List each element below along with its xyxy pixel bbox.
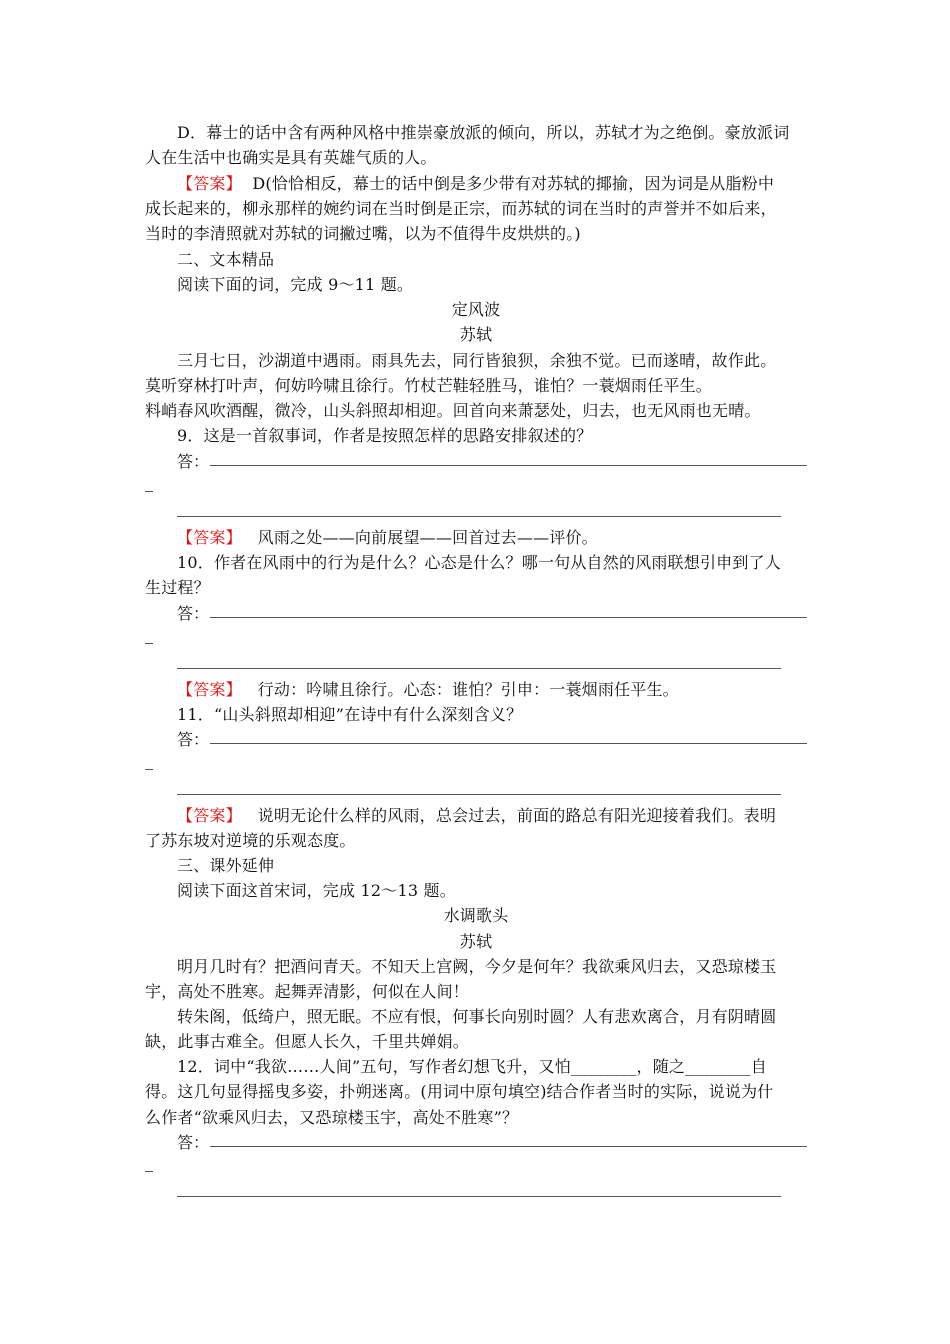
option-d-line-2: 人在生活中也确实是具有英雄气质的人。 [145,148,437,167]
answer-10-text: 行动：吟啸且徐行。心态：谁怕？引申：一蓑烟雨任平生。 [257,680,679,699]
poem-1-author: 苏轼 [459,325,493,344]
answer-dash-10 [145,643,153,644]
answer-line-11b[interactable] [177,794,781,795]
question-9: 9．这是一首叙事词，作者是按照怎样的思路安排叙述的？ [177,426,593,445]
answer-9 [177,528,807,548]
question-12-line-3: 么作者“欲乘风归去，又恐琼楼玉宇，高处不胜寒”？ [145,1108,519,1127]
poem-1-stanza-1: 莫听穿林打叶声，何妨吟啸且徐行。竹杖芒鞋轻胜马，谁怕？一蓑烟雨任平生。 [145,376,713,395]
answer-11-line-2: 了苏东坡对逆境的乐观态度。 [145,831,356,850]
answer-tag: 【答案】 [177,528,242,547]
poem-2-stanza-1-line-1: 明月几时有？把酒问青天。不知天上宫阙，今夕是何年？我欲乘风归去，又恐琼楼玉 [177,957,777,976]
answer-label-11: 答： [177,730,210,749]
answer-tag: 【答案】 [177,806,242,825]
answer-label-9: 答： [177,452,210,471]
answer-tag: 【答案】 [177,680,242,699]
poem-2-title: 水调歌头 [443,906,509,925]
answer-8-line-1 [177,174,807,194]
reading-instruction-1: 阅读下面的词，完成 9～11 题。 [177,275,414,294]
answer-8-line-3: 当时的李清照就对苏轼的词撇过嘴，以为不值得牛皮烘烘的。) [145,224,581,243]
question-10-line-2: 生过程？ [145,578,210,597]
option-d-line-1: D．幕士的话中含有两种风格中推崇豪放派的倾向，所以，苏轼才为之绝倒。豪放派词 [177,123,790,142]
answer-dash-11 [145,769,153,770]
poem-1-stanza-2: 料峭春风吹酒醒，微冷，山头斜照却相迎。回首向来萧瑟处，归去，也无风雨也无晴。 [145,401,761,420]
poem-2-stanza-1-line-2: 宇，高处不胜寒。起舞弄清影，何似在人间！ [145,982,470,1001]
answer-line-10b[interactable] [177,668,781,669]
section-heading-3: 三、课外延伸 [177,856,275,875]
question-12-line-2: 得。这几句显得摇曳多姿，扑朔迷离。(用词中原句填空)结合作者当时的实际，说说为什 [145,1082,774,1101]
poem-2-stanza-2-line-1: 转朱阁，低绮户，照无眠。不应有恨，何事长向别时圆？人有悲欢离合，月有阴晴圆 [177,1007,777,1026]
answer-9-text: 风雨之处——向前展望——回首过去——评价。 [257,528,598,547]
answer-line-12a[interactable] [210,1146,807,1147]
question-11: 11．“山头斜照却相迎”在诗中有什么深刻含义？ [177,705,523,724]
answer-line-11a[interactable] [210,743,807,744]
answer-10 [177,680,807,700]
poem-2-stanza-2-line-2: 缺，此事古难全。但愿人长久，千里共婵娟。 [145,1032,470,1051]
answer-8-line-2: 成长起来的，柳永那样的婉约词在当时倒是正宗，而苏轼的词在当时的声誉并不如后来， [145,199,777,218]
answer-line-10a[interactable] [210,617,807,618]
answer-label-10: 答： [177,604,210,623]
answer-label-12: 答： [177,1133,210,1152]
poem-1-title: 定风波 [451,300,501,319]
answer-8-text: D(恰恰相反，幕士的话中倒是多少带有对苏轼的揶揄，因为词是从脂粉中 [252,174,775,193]
answer-line-12b[interactable] [177,1196,781,1197]
poem-1-preface: 三月七日，沙湖道中遇雨。雨具先去，同行皆狼狈，余独不觉。已而遂晴，故作此。 [177,351,777,370]
answer-line-9a[interactable] [210,465,807,466]
poem-2-author: 苏轼 [459,932,493,951]
answer-tag: 【答案】 [177,174,242,193]
answer-dash-9 [145,491,153,492]
answer-11-line-1 [177,806,807,826]
answer-line-9b[interactable] [177,516,781,517]
question-10-line-1: 10．作者在风雨中的行为是什么？心态是什么？哪一句从自然的风雨联想引申到了人 [177,553,781,572]
section-heading-2: 二、文本精品 [177,250,275,269]
question-12-line-1: 12．词中“我欲……人间”五句，写作者幻想飞升，又怕________，随之________自 [177,1057,767,1076]
reading-instruction-2: 阅读下面这首宋词，完成 12～13 题。 [177,881,456,900]
answer-11-text: 说明无论什么样的风雨，总会过去，前面的路总有阳光迎接着我们。表明 [257,806,777,825]
answer-dash-12 [145,1171,153,1172]
